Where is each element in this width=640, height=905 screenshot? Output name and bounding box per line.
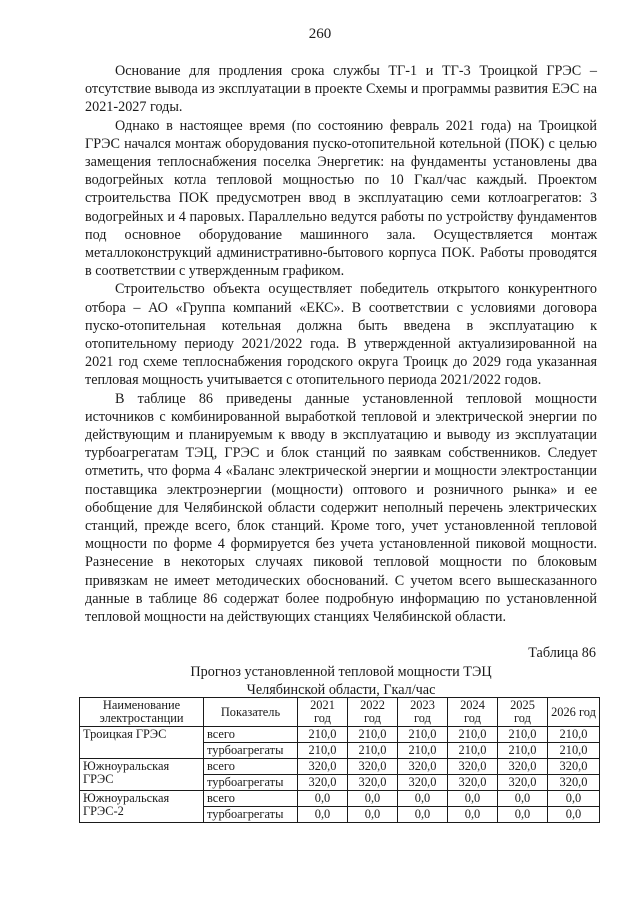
value-cell: 320,0 xyxy=(398,759,448,775)
value-cell: 210,0 xyxy=(448,743,498,759)
value-cell: 320,0 xyxy=(448,759,498,775)
value-cell: 210,0 xyxy=(498,743,548,759)
body-text xyxy=(85,62,597,626)
value-cell: 320,0 xyxy=(498,775,548,791)
paragraph: В таблице 86 приведены данные установленной тепловой мощности источников с комбинированной выработкой тепловой и электрической энергии по действующим и планируемым к вводу в эксплуатацию и выводу из эксплуатации турбоагрегатам ТЭЦ, ГРЭС и блок станций по заявкам собственников. Следует отметить, что форма 4 «Баланс электрической энергии и мощности электростанции поставщика электроэнергии (мощности) оптового и розничного рынка» и ее обобщение для Челябинской области содержит неполный перечень электрических станций, прежде всего, блок станций. Кроме того, учет установленной тепловой мощности по форме 4 формируется без учета установленной пиковой мощности. Разнесение в некоторых случаях пиковой тепловой мощности по блоковым привязкам не имеет методических обоснований. С учетом всего вышесказанного данные в таблице 86 содержат более подробную информацию по установленной тепловой мощности на действующих станциях Челябинской области. xyxy=(85,390,597,626)
value-cell: 320,0 xyxy=(348,775,398,791)
value-cell: 320,0 xyxy=(398,775,448,791)
value-cell: 0,0 xyxy=(398,807,448,823)
value-cell: 210,0 xyxy=(348,727,398,743)
table-row xyxy=(80,727,600,743)
table-row xyxy=(80,791,600,807)
paragraph: Строительство объекта осуществляет победитель открытого конкурентного отбора – АО «Группа компаний «ЕКС». В соответствии с условиями договора пуско-отопительная котельная должна быть введена в эксплуатацию к отопительному периоду 2021/2022 года. В утвержденной актуализированной на 2021 год схеме теплоснабжения городского округа Троицк до 2029 года указанная тепловая мощность учитывается с отопительного периода 2021/2022 годов. xyxy=(85,281,597,389)
header-indicator: Показатель xyxy=(204,698,298,727)
paragraph: Однако в настоящее время (по состоянию февраль 2021 года) на Троицкой ГРЭС начался монтаж оборудования пуско-отопительной котельной (ПОК) с целью замещения теплоснабжения поселка Энергетик: на фундаменты установлены два водогрейных котла тепловой мощностью по 10 Гкал/час каждый. Проектом строительства ПОК предусмотрен ввод в эксплуатацию семи котлоагрегатов: 3 водогрейных и 4 паровых. Параллельно ведутся работы по устройству фундаментов под основное оборудование машинного зала. Осуществляется монтаж металлоконструкций административно-бытового корпуса ПОК. Работы проводятся в соответствии с утвержденным графиком. xyxy=(85,117,597,280)
value-cell: 210,0 xyxy=(498,727,548,743)
table-header-row xyxy=(80,698,600,727)
value-cell: 0,0 xyxy=(348,791,398,807)
value-cell: 210,0 xyxy=(298,743,348,759)
indicator-cell: турбоагрегаты xyxy=(204,775,298,791)
value-cell: 320,0 xyxy=(548,775,600,791)
value-cell: 0,0 xyxy=(448,807,498,823)
value-cell: 210,0 xyxy=(348,743,398,759)
indicator-cell: турбоагрегаты xyxy=(204,807,298,823)
header-station-name: Наименование электростанции xyxy=(80,698,204,727)
indicator-cell: всего xyxy=(204,759,298,775)
value-cell: 210,0 xyxy=(548,727,600,743)
station-name: Южноуральская ГРЭС-2 xyxy=(80,791,204,823)
value-cell: 0,0 xyxy=(398,791,448,807)
table-row xyxy=(80,759,600,775)
value-cell: 320,0 xyxy=(448,775,498,791)
indicator-cell: всего xyxy=(204,727,298,743)
page-number: 260 xyxy=(308,26,332,42)
value-cell: 320,0 xyxy=(498,759,548,775)
header-year: 2022 год xyxy=(348,698,398,727)
value-cell: 210,0 xyxy=(298,727,348,743)
value-cell: 0,0 xyxy=(348,807,398,823)
indicator-cell: всего xyxy=(204,791,298,807)
value-cell: 320,0 xyxy=(298,775,348,791)
value-cell: 320,0 xyxy=(548,759,600,775)
header-year: 2021 год xyxy=(298,698,348,727)
value-cell: 0,0 xyxy=(498,791,548,807)
value-cell: 0,0 xyxy=(298,791,348,807)
header-year: 2024 год xyxy=(448,698,498,727)
value-cell: 320,0 xyxy=(348,759,398,775)
value-cell: 210,0 xyxy=(548,743,600,759)
capacity-table xyxy=(79,697,600,823)
value-cell: 210,0 xyxy=(398,743,448,759)
header-year: 2026 год xyxy=(548,698,600,727)
table-title-line-2: Челябинской области, Гкал/час xyxy=(246,682,436,698)
value-cell: 0,0 xyxy=(448,791,498,807)
header-year: 2023 год xyxy=(398,698,448,727)
station-name: Южноуральская ГРЭС xyxy=(80,759,204,791)
value-cell: 0,0 xyxy=(548,791,600,807)
value-cell: 210,0 xyxy=(448,727,498,743)
table-title xyxy=(85,663,597,699)
value-cell: 0,0 xyxy=(548,807,600,823)
station-name: Троицкая ГРЭС xyxy=(80,727,204,759)
table-title-line-1: Прогноз установленной тепловой мощности ТЭЦ xyxy=(190,664,492,680)
value-cell: 0,0 xyxy=(498,807,548,823)
value-cell: 210,0 xyxy=(398,727,448,743)
header-year: 2025 год xyxy=(498,698,548,727)
table-label: Таблица 86 xyxy=(528,645,596,661)
value-cell: 0,0 xyxy=(298,807,348,823)
indicator-cell: турбоагрегаты xyxy=(204,743,298,759)
value-cell: 320,0 xyxy=(298,759,348,775)
paragraph: Основание для продления срока службы ТГ-1 и ТГ-3 Троицкой ГРЭС – отсутствие вывода из эксплуатации в проекте Схемы и программы развития ЕЭС на 2021-2027 годы. xyxy=(85,63,597,116)
